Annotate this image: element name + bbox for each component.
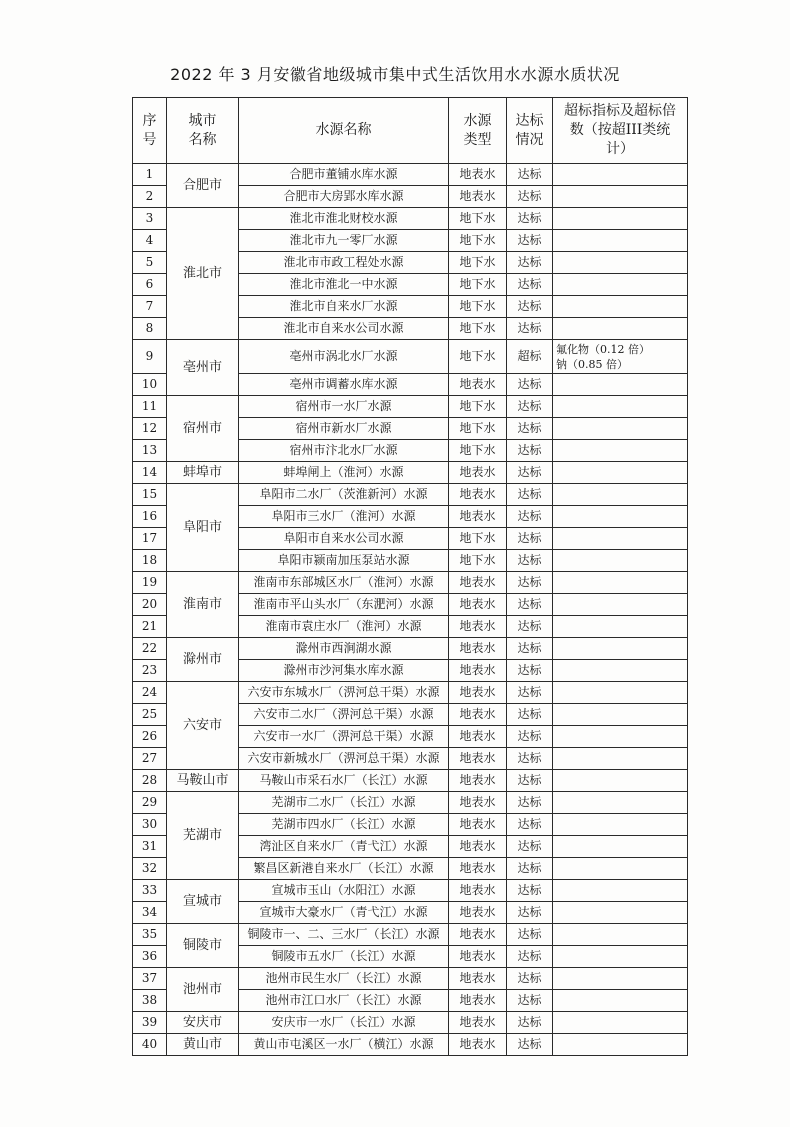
row-number: 18 xyxy=(133,550,167,572)
exceed-indicator xyxy=(553,318,688,340)
row-number: 23 xyxy=(133,660,167,682)
source-type: 地下水 xyxy=(449,230,507,252)
exceed-indicator xyxy=(553,1012,688,1034)
exceed-indicator xyxy=(553,1034,688,1056)
exceed-indicator xyxy=(553,880,688,902)
row-number: 1 xyxy=(133,164,167,186)
exceed-indicator xyxy=(553,792,688,814)
exceed-indicator xyxy=(553,440,688,462)
row-number: 25 xyxy=(133,704,167,726)
source-type: 地下水 xyxy=(449,208,507,230)
source-name: 繁昌区新港自来水厂（长江）水源 xyxy=(239,858,449,880)
exceed-indicator xyxy=(553,660,688,682)
header-source: 水源名称 xyxy=(239,98,449,164)
header-status: 达标情况 xyxy=(507,98,553,164)
source-type: 地下水 xyxy=(449,418,507,440)
status-value: 超标 xyxy=(507,340,553,374)
table-row xyxy=(133,164,688,186)
status-value: 达标 xyxy=(507,836,553,858)
exceed-indicator xyxy=(553,164,688,186)
source-name: 六安市一水厂（淠河总干渠）水源 xyxy=(239,726,449,748)
row-number: 35 xyxy=(133,924,167,946)
source-name: 淮南市袁庄水厂（淮河）水源 xyxy=(239,616,449,638)
source-type: 地下水 xyxy=(449,528,507,550)
table-row xyxy=(133,792,688,814)
exceed-indicator xyxy=(553,230,688,252)
source-type: 地表水 xyxy=(449,704,507,726)
table-row xyxy=(133,682,688,704)
row-number: 28 xyxy=(133,770,167,792)
status-value: 达标 xyxy=(507,462,553,484)
row-number: 6 xyxy=(133,274,167,296)
status-value: 达标 xyxy=(507,594,553,616)
source-type: 地下水 xyxy=(449,318,507,340)
source-name: 亳州市涡北水厂水源 xyxy=(239,340,449,374)
table-row xyxy=(133,572,688,594)
row-number: 36 xyxy=(133,946,167,968)
source-type: 地表水 xyxy=(449,1034,507,1056)
row-number: 38 xyxy=(133,990,167,1012)
exceed-indicator xyxy=(553,946,688,968)
exceed-indicator xyxy=(553,924,688,946)
header-exceed: 超标指标及超标倍数（按超III类统计） xyxy=(553,98,688,164)
source-name: 淮北市自来水厂水源 xyxy=(239,296,449,318)
status-value: 达标 xyxy=(507,726,553,748)
exceed-indicator xyxy=(553,726,688,748)
source-type: 地表水 xyxy=(449,186,507,208)
exceed-indicator xyxy=(553,186,688,208)
source-type: 地下水 xyxy=(449,296,507,318)
source-name: 铜陵市五水厂（长江）水源 xyxy=(239,946,449,968)
status-value: 达标 xyxy=(507,186,553,208)
table-row xyxy=(133,1012,688,1034)
status-value: 达标 xyxy=(507,880,553,902)
row-number: 33 xyxy=(133,880,167,902)
row-number: 15 xyxy=(133,484,167,506)
table-row xyxy=(133,638,688,660)
source-name: 铜陵市一、二、三水厂（长江）水源 xyxy=(239,924,449,946)
city-name: 亳州市 xyxy=(167,340,239,396)
source-type: 地表水 xyxy=(449,164,507,186)
source-type: 地表水 xyxy=(449,924,507,946)
source-name: 亳州市调蓄水库水源 xyxy=(239,374,449,396)
exceed-indicator xyxy=(553,704,688,726)
row-number: 12 xyxy=(133,418,167,440)
source-name: 合肥市董铺水库水源 xyxy=(239,164,449,186)
exceed-indicator xyxy=(553,770,688,792)
table-row xyxy=(133,340,688,374)
status-value: 达标 xyxy=(507,572,553,594)
status-value: 达标 xyxy=(507,484,553,506)
header-type: 水源类型 xyxy=(449,98,507,164)
exceed-indicator xyxy=(553,572,688,594)
exceed-indicator xyxy=(553,462,688,484)
source-name: 六安市东城水厂（淠河总干渠）水源 xyxy=(239,682,449,704)
status-value: 达标 xyxy=(507,638,553,660)
source-name: 淮北市淮北一中水源 xyxy=(239,274,449,296)
row-number: 39 xyxy=(133,1012,167,1034)
exceed-indicator xyxy=(553,616,688,638)
status-value: 达标 xyxy=(507,616,553,638)
header-no: 序号 xyxy=(133,98,167,164)
source-type: 地表水 xyxy=(449,902,507,924)
exceed-indicator xyxy=(553,396,688,418)
exceed-indicator xyxy=(553,550,688,572)
row-number: 19 xyxy=(133,572,167,594)
source-name: 池州市民生水厂（长江）水源 xyxy=(239,968,449,990)
exceed-indicator xyxy=(553,902,688,924)
header-city: 城市名称 xyxy=(167,98,239,164)
status-value: 达标 xyxy=(507,252,553,274)
source-type: 地下水 xyxy=(449,340,507,374)
status-value: 达标 xyxy=(507,274,553,296)
row-number: 8 xyxy=(133,318,167,340)
row-number: 9 xyxy=(133,340,167,374)
source-name: 六安市新城水厂（淠河总干渠）水源 xyxy=(239,748,449,770)
source-type: 地表水 xyxy=(449,858,507,880)
status-value: 达标 xyxy=(507,208,553,230)
row-number: 14 xyxy=(133,462,167,484)
exceed-indicator xyxy=(553,418,688,440)
exceed-indicator xyxy=(553,274,688,296)
row-number: 29 xyxy=(133,792,167,814)
source-type: 地表水 xyxy=(449,1012,507,1034)
table-row xyxy=(133,484,688,506)
source-name: 阜阳市二水厂（茨淮新河）水源 xyxy=(239,484,449,506)
table-row xyxy=(133,396,688,418)
source-type: 地表水 xyxy=(449,880,507,902)
city-name: 宣城市 xyxy=(167,880,239,924)
source-name: 淮北市淮北财校水源 xyxy=(239,208,449,230)
table-row xyxy=(133,968,688,990)
source-type: 地下水 xyxy=(449,440,507,462)
source-type: 地表水 xyxy=(449,594,507,616)
table-header xyxy=(133,98,688,164)
table-row xyxy=(133,770,688,792)
status-value: 达标 xyxy=(507,296,553,318)
source-type: 地表水 xyxy=(449,990,507,1012)
source-name: 淮南市平山头水厂（东淝河）水源 xyxy=(239,594,449,616)
city-name: 蚌埠市 xyxy=(167,462,239,484)
row-number: 26 xyxy=(133,726,167,748)
status-value: 达标 xyxy=(507,902,553,924)
exceed-indicator xyxy=(553,858,688,880)
source-name: 淮北市九一零厂水源 xyxy=(239,230,449,252)
city-name: 铜陵市 xyxy=(167,924,239,968)
source-name: 宿州市新水厂水源 xyxy=(239,418,449,440)
row-number: 24 xyxy=(133,682,167,704)
source-type: 地表水 xyxy=(449,682,507,704)
status-value: 达标 xyxy=(507,164,553,186)
source-type: 地表水 xyxy=(449,770,507,792)
table-row xyxy=(133,462,688,484)
source-name: 马鞍山市采石水厂（长江）水源 xyxy=(239,770,449,792)
source-type: 地表水 xyxy=(449,726,507,748)
source-name: 合肥市大房郢水库水源 xyxy=(239,186,449,208)
status-value: 达标 xyxy=(507,814,553,836)
row-number: 4 xyxy=(133,230,167,252)
city-name: 合肥市 xyxy=(167,164,239,208)
status-value: 达标 xyxy=(507,528,553,550)
source-type: 地表水 xyxy=(449,748,507,770)
row-number: 16 xyxy=(133,506,167,528)
row-number: 22 xyxy=(133,638,167,660)
exceed-indicator xyxy=(553,374,688,396)
status-value: 达标 xyxy=(507,968,553,990)
exceed-indicator xyxy=(553,836,688,858)
exceed-indicator xyxy=(553,814,688,836)
status-value: 达标 xyxy=(507,374,553,396)
source-type: 地表水 xyxy=(449,462,507,484)
status-value: 达标 xyxy=(507,704,553,726)
city-name: 阜阳市 xyxy=(167,484,239,572)
exceed-indicator xyxy=(553,296,688,318)
row-number: 27 xyxy=(133,748,167,770)
source-type: 地表水 xyxy=(449,946,507,968)
row-number: 37 xyxy=(133,968,167,990)
row-number: 3 xyxy=(133,208,167,230)
source-type: 地表水 xyxy=(449,374,507,396)
table-row xyxy=(133,1034,688,1056)
source-name: 阜阳市三水厂（淮河）水源 xyxy=(239,506,449,528)
status-value: 达标 xyxy=(507,440,553,462)
source-name: 六安市二水厂（淠河总干渠）水源 xyxy=(239,704,449,726)
row-number: 21 xyxy=(133,616,167,638)
source-name: 滁州市西涧湖水源 xyxy=(239,638,449,660)
source-type: 地表水 xyxy=(449,792,507,814)
city-name: 芜湖市 xyxy=(167,792,239,880)
source-type: 地表水 xyxy=(449,484,507,506)
row-number: 7 xyxy=(133,296,167,318)
table-row xyxy=(133,924,688,946)
source-name: 阜阳市自来水公司水源 xyxy=(239,528,449,550)
status-value: 达标 xyxy=(507,770,553,792)
exceed-indicator xyxy=(553,594,688,616)
source-type: 地表水 xyxy=(449,660,507,682)
exceed-indicator xyxy=(553,340,688,374)
status-value: 达标 xyxy=(507,946,553,968)
source-name: 滁州市沙河集水库水源 xyxy=(239,660,449,682)
source-name: 宣城市大豪水厂（青弋江）水源 xyxy=(239,902,449,924)
table-row xyxy=(133,880,688,902)
source-name: 湾沚区自来水厂（青弋江）水源 xyxy=(239,836,449,858)
source-type: 地下水 xyxy=(449,252,507,274)
exceed-indicator xyxy=(553,638,688,660)
row-number: 32 xyxy=(133,858,167,880)
status-value: 达标 xyxy=(507,1012,553,1034)
status-value: 达标 xyxy=(507,396,553,418)
source-name: 安庆市一水厂（长江）水源 xyxy=(239,1012,449,1034)
source-type: 地下水 xyxy=(449,550,507,572)
exceed-indicator xyxy=(553,484,688,506)
status-value: 达标 xyxy=(507,506,553,528)
source-name: 芜湖市二水厂（长江）水源 xyxy=(239,792,449,814)
row-number: 13 xyxy=(133,440,167,462)
status-value: 达标 xyxy=(507,1034,553,1056)
status-value: 达标 xyxy=(507,990,553,1012)
row-number: 11 xyxy=(133,396,167,418)
row-number: 31 xyxy=(133,836,167,858)
status-value: 达标 xyxy=(507,318,553,340)
city-name: 六安市 xyxy=(167,682,239,770)
source-name: 黄山市屯溪区一水厂（横江）水源 xyxy=(239,1034,449,1056)
source-name: 淮南市东部城区水厂（淮河）水源 xyxy=(239,572,449,594)
table-row xyxy=(133,208,688,230)
status-value: 达标 xyxy=(507,230,553,252)
exceed-indicator xyxy=(553,252,688,274)
city-name: 安庆市 xyxy=(167,1012,239,1034)
city-name: 池州市 xyxy=(167,968,239,1012)
exceed-indicator xyxy=(553,506,688,528)
status-value: 达标 xyxy=(507,792,553,814)
row-number: 5 xyxy=(133,252,167,274)
source-name: 宿州市一水厂水源 xyxy=(239,396,449,418)
city-name: 淮北市 xyxy=(167,208,239,340)
city-name: 黄山市 xyxy=(167,1034,239,1056)
row-number: 40 xyxy=(133,1034,167,1056)
exceed-item: 钠（0.85 倍） xyxy=(556,357,628,371)
row-number: 20 xyxy=(133,594,167,616)
source-name: 蚌埠闸上（淮河）水源 xyxy=(239,462,449,484)
city-name: 马鞍山市 xyxy=(167,770,239,792)
row-number: 2 xyxy=(133,186,167,208)
status-value: 达标 xyxy=(507,682,553,704)
exceed-indicator xyxy=(553,968,688,990)
status-value: 达标 xyxy=(507,660,553,682)
source-name: 淮北市自来水公司水源 xyxy=(239,318,449,340)
source-name: 芜湖市四水厂（长江）水源 xyxy=(239,814,449,836)
source-type: 地表水 xyxy=(449,616,507,638)
source-type: 地表水 xyxy=(449,506,507,528)
exceed-indicator xyxy=(553,528,688,550)
row-number: 34 xyxy=(133,902,167,924)
source-type: 地表水 xyxy=(449,638,507,660)
row-number: 30 xyxy=(133,814,167,836)
exceed-indicator xyxy=(553,748,688,770)
city-name: 淮南市 xyxy=(167,572,239,638)
exceed-indicator xyxy=(553,208,688,230)
row-number: 10 xyxy=(133,374,167,396)
exceed-indicator xyxy=(553,682,688,704)
status-value: 达标 xyxy=(507,418,553,440)
source-name: 淮北市市政工程处水源 xyxy=(239,252,449,274)
source-name: 宣城市玉山（水阳江）水源 xyxy=(239,880,449,902)
city-name: 滁州市 xyxy=(167,638,239,682)
status-value: 达标 xyxy=(507,748,553,770)
table-body xyxy=(133,164,688,1056)
source-type: 地表水 xyxy=(449,814,507,836)
exceed-item: 氟化物（0.12 倍） xyxy=(556,342,650,356)
document-title: 2022 年 3 月安徽省地级城市集中式生活饮用水水源水质状况 xyxy=(170,65,620,84)
city-name: 宿州市 xyxy=(167,396,239,462)
source-type: 地下水 xyxy=(449,274,507,296)
exceed-indicator xyxy=(553,990,688,1012)
source-name: 池州市江口水厂（长江）水源 xyxy=(239,990,449,1012)
row-number: 17 xyxy=(133,528,167,550)
status-value: 达标 xyxy=(507,858,553,880)
source-type: 地下水 xyxy=(449,396,507,418)
status-value: 达标 xyxy=(507,924,553,946)
source-type: 地表水 xyxy=(449,572,507,594)
source-type: 地表水 xyxy=(449,968,507,990)
source-name: 宿州市汴北水厂水源 xyxy=(239,440,449,462)
water-quality-table xyxy=(132,97,688,1056)
source-name: 阜阳市颍南加压泵站水源 xyxy=(239,550,449,572)
status-value: 达标 xyxy=(507,550,553,572)
source-type: 地表水 xyxy=(449,836,507,858)
